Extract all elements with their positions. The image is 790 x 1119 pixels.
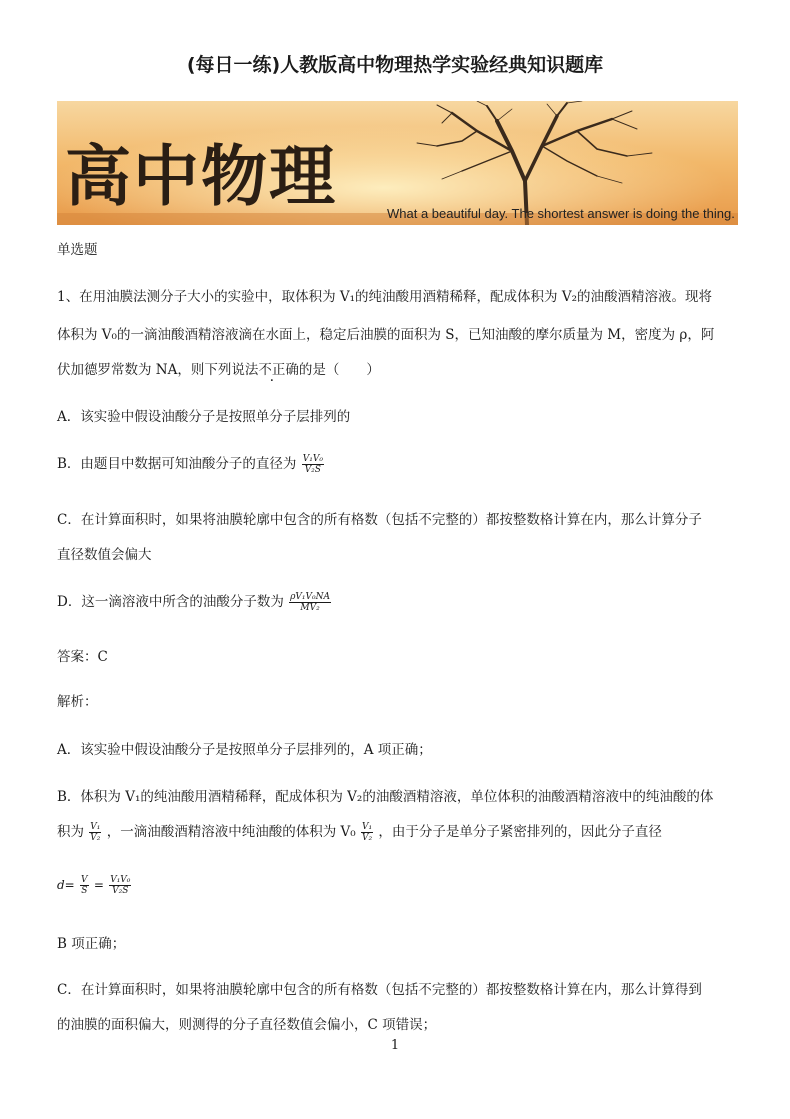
fraction-denominator: S <box>81 886 88 896</box>
formula-fraction-1 <box>80 875 89 896</box>
emphasis-not: 不正 <box>258 362 286 378</box>
banner-image <box>57 101 738 225</box>
analysis-b-line-2 <box>57 820 662 843</box>
fraction-numerator: ρV₁V₀NA <box>290 592 331 602</box>
option-b-fraction <box>302 454 324 475</box>
volume-fraction <box>361 822 373 843</box>
section-heading: 单选题 <box>57 242 98 258</box>
fraction-numerator: V₁ <box>90 822 101 832</box>
analysis-c-line-2: 的油膜的面积偏大，则测得的分子直径数值会偏小，C 项错误； <box>57 1017 437 1033</box>
fraction-denominator: V₂ <box>90 833 101 843</box>
fraction-denominator: V₂S <box>112 886 129 896</box>
fraction-denominator: V₂ <box>361 833 373 843</box>
analysis-c-line-1: C．在计算面积时，如果将油膜轮廓中包含的所有格数（包括不完整的）都按整数格计算在内，那么计算得到 <box>57 982 702 998</box>
option-a: A．该实验中假设油酸分子是按照单分子层排列的 <box>57 409 351 425</box>
question-line-3-start: 伏加德罗常数为 NA，则下列说法 <box>57 362 259 378</box>
diameter-formula <box>57 875 132 896</box>
page-number: 1 <box>390 1038 400 1053</box>
formula-equals: = <box>93 878 104 892</box>
document-title: (每日一练)人教版高中物理热学实验经典知识题库 <box>186 54 604 76</box>
analysis-label: 解析： <box>57 694 98 710</box>
fraction-numerator: V₁V₀ <box>302 454 323 464</box>
banner-tagline: What a beautiful day. The shortest answer is doing the thing. <box>387 206 735 221</box>
option-b-text: B．由题目中数据可知油酸分子的直径为 <box>57 456 297 472</box>
fraction-numerator: V₁ <box>361 822 373 832</box>
formula-lhs: d= <box>57 878 75 892</box>
answer: 答案：C <box>57 649 108 665</box>
option-b <box>57 452 325 475</box>
option-d-text: D．这一滴溶液中所含的油酸分子数为 <box>57 594 284 610</box>
analysis-b-text-1: 积为 <box>57 824 84 840</box>
option-c-line-1: C．在计算面积时，如果将油膜轮廓中包含的所有格数（包括不完整的）都按整数格计算在内，那么计算分子 <box>57 512 702 528</box>
formula-fraction-2 <box>109 875 131 896</box>
fraction-denominator: MV₂ <box>300 603 320 613</box>
fraction-denominator: V₂S <box>304 465 321 475</box>
question-line-3 <box>57 358 380 378</box>
option-d <box>57 590 332 613</box>
fraction-numerator: V <box>81 875 88 885</box>
analysis-b-text-2: ，一滴油酸酒精溶液中纯油酸的体积为 V₀ <box>106 824 356 840</box>
banner-headline: 高中物理 <box>65 137 337 215</box>
question-line-1: 1、在用油膜法测分子大小的实验中，取体积为 V₁的纯油酸用酒精稀释，配成体积为 V₂的油酸酒精溶液。现将 <box>57 289 712 305</box>
option-d-fraction <box>289 592 331 613</box>
analysis-b-text-3: ，由于分子是单分子紧密排列的，因此分子直径 <box>378 824 662 840</box>
analysis-b-line-3: B 项正确； <box>57 936 126 952</box>
fraction-numerator: V₁V₀ <box>110 875 131 885</box>
question-line-2: 体积为 V₀的一滴油酸酒精溶液滴在水面上，稳定后油膜的面积为 S，已知油酸的摩尔质量为 M，密度为 ρ，阿 <box>57 327 715 343</box>
analysis-a: A．该实验中假设油酸分子是按照单分子层排列的，A 项正确； <box>57 742 432 758</box>
option-c-line-2: 直径数值会偏大 <box>57 547 152 563</box>
question-line-3-end: 确的是（ ） <box>285 362 380 378</box>
analysis-b-line-1: B．体积为 V₁的纯油酸用酒精稀释，配成体积为 V₂的油酸酒精溶液，单位体积的油酸酒精溶液中的纯油酸的体 <box>57 789 714 805</box>
concentration-fraction <box>89 822 101 843</box>
